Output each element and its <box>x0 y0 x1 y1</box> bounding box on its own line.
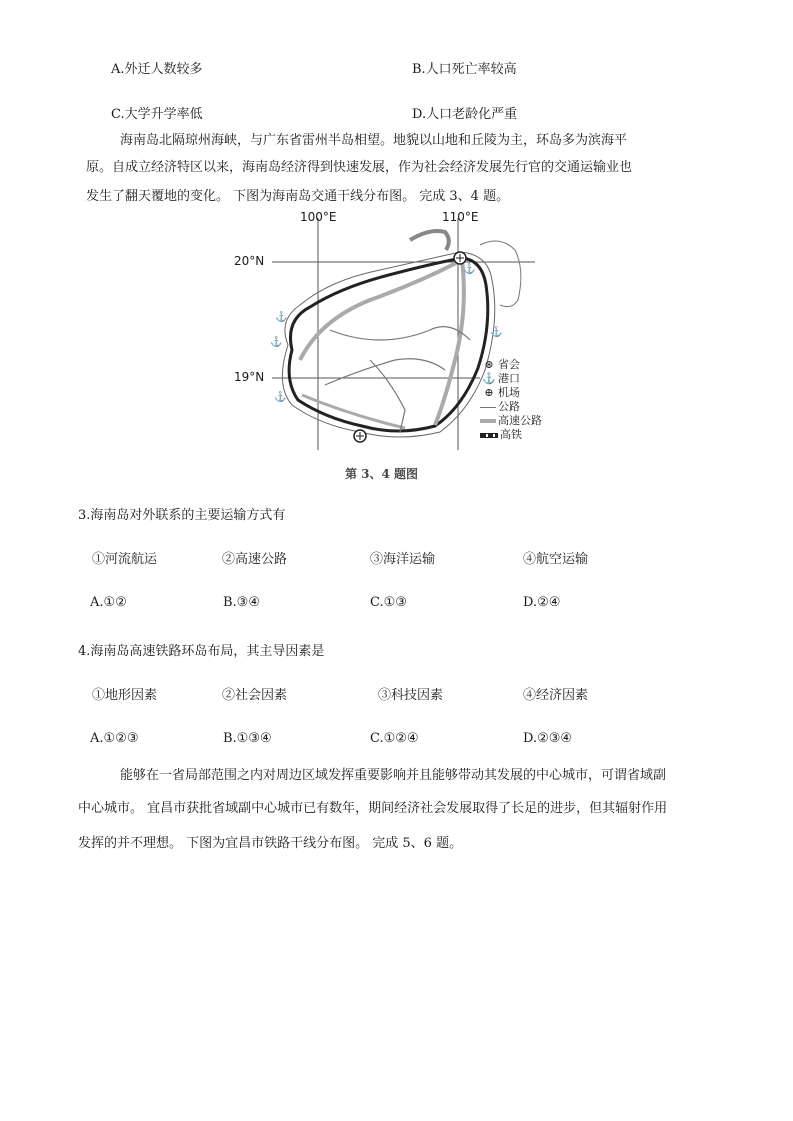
passage2-line2: 中心城市。 宜昌市获批省域副中心城市已有数年，期间经济社会发展取得了长足的进步，但其辐射作用 <box>78 801 668 816</box>
q2-option-a: A.外迁人数较多 <box>111 62 203 77</box>
expressway-north <box>300 260 462 360</box>
q2-option-c: C.大学升学率低 <box>111 107 203 122</box>
port-icon-n: ⚓ <box>463 264 476 275</box>
legend-capital <box>480 358 570 372</box>
q4-option-b: B.①③④ <box>223 731 272 746</box>
map-legend <box>480 358 570 442</box>
legend-port-label: 港口 <box>498 372 520 385</box>
port-icon-e: ⚓ <box>490 327 503 338</box>
passage2-line1: 能够在一省局部范围之内对周边区域发挥重要影响并且能够带动其发展的中心城市，可谓省域副 <box>120 768 667 783</box>
q3-item-3: ③海洋运输 <box>370 552 436 567</box>
q4-item-2: ②社会因素 <box>222 688 288 703</box>
passage1-line1: 海南岛北隔琼州海峡，与广东省雷州半岛相望。地貌以山地和丘陵为主，环岛多为滨海平 <box>120 133 628 148</box>
legend-road-label: 公路 <box>498 400 520 413</box>
hsr-line-icon <box>480 433 498 438</box>
road-line-icon <box>480 407 496 408</box>
expressway-line-icon <box>480 419 496 423</box>
legend-airport-label: 机场 <box>498 386 520 399</box>
label-lon-110: 110°E <box>442 210 479 224</box>
passage2-line3: 发挥的并不理想。 下图为宜昌市铁路干线分布图。 完成 5、6 题。 <box>78 836 463 851</box>
port-icon-sw: ⚓ <box>274 392 287 403</box>
mainland-road <box>410 231 449 250</box>
label-lat-20: 20°N <box>234 254 265 268</box>
q4-item-4: ④经济因素 <box>523 688 589 703</box>
map-caption: 第 3、4 题图 <box>345 467 419 481</box>
legend-expressway-label: 高速公路 <box>498 414 542 427</box>
q3-stem: 3.海南岛对外联系的主要运输方式有 <box>78 508 286 523</box>
road-1 <box>330 327 470 340</box>
legend-airport <box>480 386 570 400</box>
q4-item-1: ①地形因素 <box>92 688 158 703</box>
q4-option-c: C.①②④ <box>370 731 419 746</box>
q4-option-d: D.②③④ <box>523 731 573 746</box>
airport-icon: ⊕ <box>484 386 494 399</box>
label-lat-19: 19°N <box>234 370 265 384</box>
label-lon-100: 100°E <box>300 210 337 224</box>
legend-port <box>480 372 570 386</box>
capital-icon: ⊛ <box>484 358 494 371</box>
port-icon-w1: ⚓ <box>275 312 288 323</box>
q2-option-b: B.人口死亡率较高 <box>412 62 517 77</box>
q4-item-3: ③科技因素 <box>378 688 444 703</box>
legend-hsr-label: 高铁 <box>500 428 522 441</box>
legend-road <box>480 400 570 414</box>
port-icon-w2: ⚓ <box>270 337 283 348</box>
hainan-transport-map <box>230 210 570 460</box>
passage1-line2: 原。自成立经济特区以来，海南岛经济得到快速发展，作为社会经济发展先行官的交通运输业也 <box>86 160 633 175</box>
q3-item-4: ④航空运输 <box>523 552 589 567</box>
q2-option-d: D.人口老龄化严重 <box>412 107 518 122</box>
legend-capital-label: 省会 <box>498 358 520 371</box>
q3-option-a: A.①② <box>90 595 127 610</box>
q3-option-c: C.①③ <box>370 595 407 610</box>
q3-item-1: ①河流航运 <box>92 552 158 567</box>
legend-hsr <box>480 428 570 442</box>
legend-expressway <box>480 414 570 428</box>
q3-option-d: D.②④ <box>523 595 561 610</box>
road-3 <box>325 359 445 385</box>
q3-item-2: ②高速公路 <box>222 552 288 567</box>
port-icon: ⚓ <box>482 372 496 385</box>
q4-stem: 4.海南岛高速铁路环岛布局，其主导因素是 <box>78 644 325 659</box>
passage1-line3: 发生了翻天覆地的变化。 下图为海南岛交通干线分布图。 完成 3、4 题。 <box>86 189 510 204</box>
q3-option-b: B.③④ <box>223 595 260 610</box>
q4-option-a: A.①②③ <box>90 731 139 746</box>
